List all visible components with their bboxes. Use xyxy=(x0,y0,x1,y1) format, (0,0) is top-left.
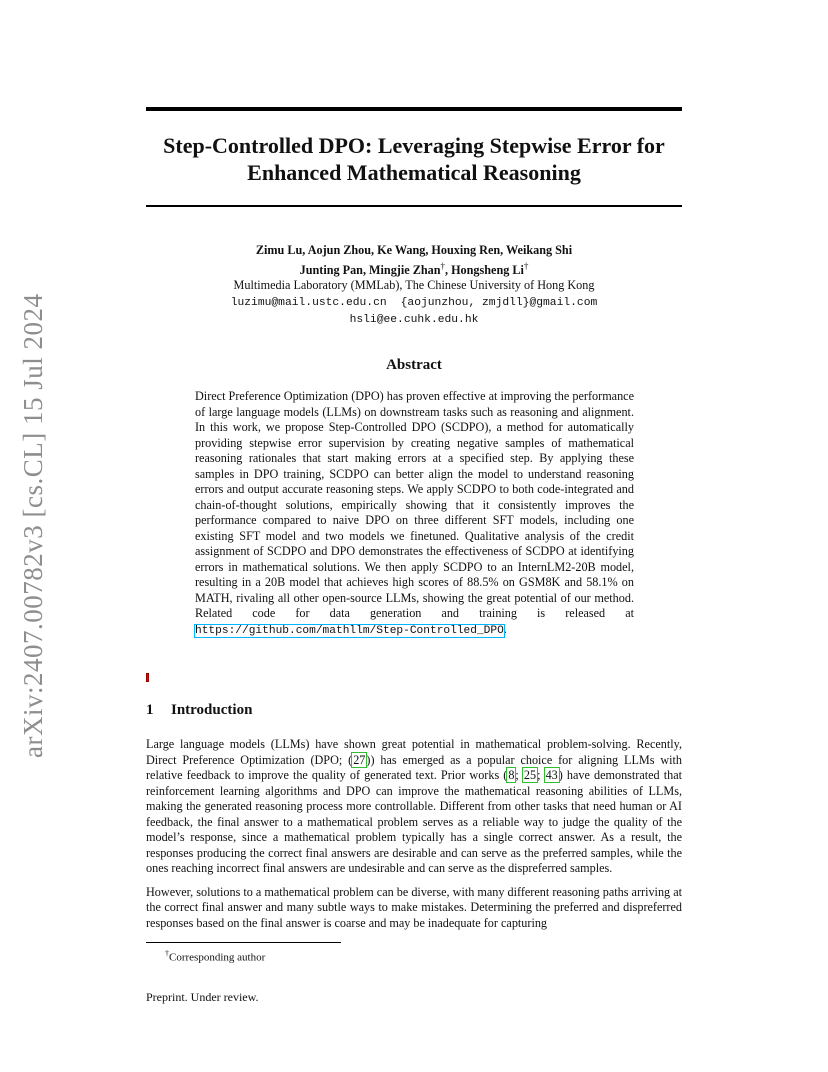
email-1: luzimu@mail.ustc.edu.cn xyxy=(230,296,387,309)
paragraph-1-text-c: ) have demonstrated that reinforcement learning algorithms and DPO can improve the mathematical reasoning abilities of LLMs, making the generated reasoning process more controllable. Different from other tasks that need human or AI feedback, the final answer to a mathematical problem serves as a reliable way to judge the quality of the model’s response, since a mathematical problem typically has a single correct answer. As a result, the responses producing the correct final answers are desirable and can serve as the preferred samples, while the ones reaching incorrect final answers are undesirable and can serve as the dispreferred samples. xyxy=(146,768,683,875)
citation-separator: ; xyxy=(515,768,523,782)
section-number: 1 xyxy=(146,702,154,718)
citation-link[interactable]: 43 xyxy=(545,768,558,782)
red-marker xyxy=(146,673,149,682)
preprint-note: Preprint. Under review. xyxy=(146,990,259,1004)
footnote-text: Corresponding author xyxy=(169,951,266,964)
paragraph-1-text-a: Large language models (LLMs) have shown great potential in mathematical problem-solving. Recently, Direct Preference Optimization (DPO; ( xyxy=(146,737,682,767)
paragraph-1 xyxy=(146,737,682,877)
paper-title xyxy=(146,132,682,186)
arxiv-identifier: arXiv:2407.00782v3 [cs.CL] 15 Jul 2024 xyxy=(18,293,48,758)
section-title: Introduction xyxy=(171,702,253,718)
title-top-rule xyxy=(146,107,682,111)
email-2: {aojunzhou, zmjdll}@gmail.com xyxy=(400,296,598,309)
footnote-rule xyxy=(146,942,341,943)
footnote-mark: † xyxy=(165,949,169,958)
citation-link[interactable]: 25 xyxy=(523,768,537,782)
title-bottom-rule xyxy=(146,205,682,207)
footnote xyxy=(165,949,265,964)
author-block xyxy=(146,243,682,329)
dagger-mark: † xyxy=(440,260,445,271)
citation-link[interactable]: 8 xyxy=(508,768,515,782)
abstract-body xyxy=(195,389,634,639)
abstract-heading: Abstract xyxy=(386,357,442,373)
abstract-text: Direct Preference Optimization (DPO) has proven effective at improving the performance of large language models (LLMs) on downstream tasks such as reasoning and alignment. In this work, we propose Step-Controlled DPO (SCDPO), a method for automatically providing stepwise error supervision by creating negative samples of mathematical reasoning rationales that start making errors at a specified step. By applying these samples in DPO training, SCDPO can better align the model to understand reasoning errors and output accurate reasoning steps. We apply SCDPO to both code-integrated and chain-of-thought solutions, empirically showing that it consistently improves the performance compared to naive DPO on three different SFT models, including one existing SFT model and two models we finetuned. Qualitative analysis of the credit assignment of SCDPO and DPO demonstrates the effectiveness of SCDPO at identifying errors in mathematical solutions. We then apply SCDPO to an InternLM2-20B model, resulting in a 20B model that achieves high scores of 88.5% on GSM8K and 58.1% on MATH, rivaling all other open-source LLMs, showing the great potential of our method. Related code for data generation and training is released at xyxy=(195,389,634,620)
title-line-1: Step-Controlled DPO: Leveraging Stepwise Error for xyxy=(163,133,665,158)
citation-separator: ; xyxy=(537,768,545,782)
title-line-2: Enhanced Mathematical Reasoning xyxy=(247,160,581,185)
paragraph-2: However, solutions to a mathematical problem can be diverse, with many different reasoning paths arriving at the correct final answer and many subtle ways to make mistakes. Determining the preferred and dispreferred responses based on the final answer is coarse and may be inadequate for capturing xyxy=(146,884,682,930)
code-link[interactable]: https://github.com/mathllm/Step-Controlled_DPO xyxy=(195,624,504,637)
affiliation: Multimedia Laboratory (MMLab), The Chinese University of Hong Kong xyxy=(233,278,595,293)
emails-line xyxy=(146,294,682,312)
citation-link[interactable]: 27 xyxy=(353,752,366,767)
section-heading-introduction xyxy=(146,702,252,719)
email-3: hsli@ee.cuhk.edu.hk xyxy=(349,314,479,327)
abstract-end: . xyxy=(503,621,507,636)
authors-line-1: Zimu Lu, Aojun Zhou, Ke Wang, Houxing Ren, Weikang Shi xyxy=(255,243,573,257)
authors-line-2 xyxy=(146,259,682,279)
authors-line-2-part-b: , Hongsheng Li xyxy=(444,262,524,277)
authors-line-2-part-a: Junting Pan, Mingjie Zhan xyxy=(299,262,441,277)
paragraph-1-text-b: )) has emerged as a popular choice for aligning LLMs with relative feedback to improve the quality of generated text. Prior works ( xyxy=(146,752,682,782)
introduction-body xyxy=(146,737,682,939)
dagger-mark: † xyxy=(523,260,529,271)
